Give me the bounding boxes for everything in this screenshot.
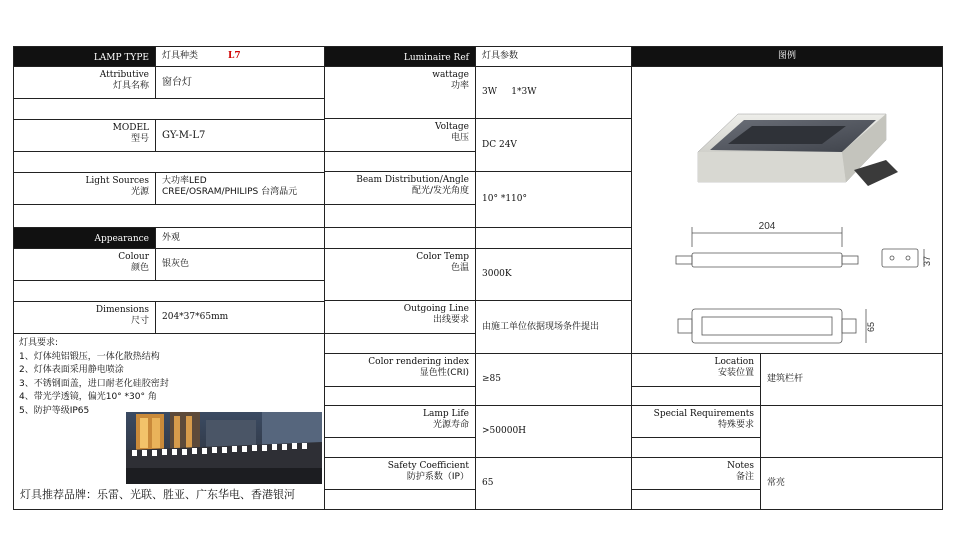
spacer-cell — [324, 204, 476, 228]
requirement-item: 2、灯体表面采用静电喷涂 — [19, 365, 124, 375]
special-req-label: Special Requirements 特殊要求 — [631, 405, 761, 438]
spacer-row — [13, 98, 325, 120]
figure-header: 图例 — [631, 46, 943, 67]
voltage-label: Voltage 电压 — [324, 118, 476, 152]
notes-label: Notes 备注 — [631, 457, 761, 490]
dimensions-value: 204*37*65mm — [155, 301, 325, 334]
attributive-label: Attributive 灯具名称 — [13, 66, 156, 99]
luminaire-ref-header: Luminaire Ref — [324, 46, 476, 67]
product-image — [686, 100, 902, 210]
dimension-drawing — [672, 217, 942, 351]
spacer-row — [13, 204, 325, 228]
light-sources-value: 大功率LED CREE/OSRAM/PHILIPS 台湾晶元 — [155, 172, 325, 205]
appearance-header: Appearance — [13, 227, 156, 249]
outgoing-line-value: 由施工单位依据现场条件提出 — [475, 300, 632, 354]
beam-label: Beam Distribution/Angle 配光/发光角度 — [324, 171, 476, 205]
lamp-type-value: 灯具种类 L7 — [155, 46, 325, 67]
requirements-title: 灯具要求: — [19, 338, 59, 348]
voltage-value: DC 24V — [475, 118, 632, 172]
spacer-cell — [631, 437, 761, 458]
spacer-cell — [631, 386, 761, 406]
lamp-params-header: 灯具参数 — [475, 46, 632, 67]
spacer-cell — [324, 227, 476, 249]
figure-area — [631, 66, 943, 354]
height-dimension: 37 — [922, 255, 932, 267]
spacer-cell — [475, 227, 632, 249]
model-value: GY-M-L7 — [155, 119, 325, 152]
spacer-row — [13, 280, 325, 302]
spacer-row — [13, 151, 325, 173]
width-dimension: 65 — [866, 321, 876, 333]
safety-label: Safety Coefficient 防护系数（IP） — [324, 457, 476, 490]
recommended-brands: 灯具推荐品牌：乐雷、光联、胜亚、广东华电、香港银河 — [20, 487, 295, 501]
color-temp-label: Color Temp 色温 — [324, 248, 476, 301]
requirement-item: 3、不锈钢面盖，进口耐老化硅胶密封 — [19, 378, 169, 389]
spacer-cell — [324, 333, 476, 354]
installation-photo — [126, 412, 322, 484]
beam-value: 10° *110° — [475, 171, 632, 228]
color-temp-value: 3000K — [475, 248, 632, 301]
appearance-value: 外观 — [155, 227, 325, 249]
spacer-cell — [324, 489, 476, 510]
requirement-item: 1、灯体纯铝锻压，一体化散热结构 — [19, 351, 160, 362]
length-dimension: 204 — [758, 221, 776, 232]
wattage-label: wattage 功率 — [324, 66, 476, 119]
dimensions-label: Dimensions 尺寸 — [13, 301, 156, 334]
spacer-cell — [324, 386, 476, 406]
colour-label: Colour 颜色 — [13, 248, 156, 281]
spacer-cell — [631, 489, 761, 510]
safety-value: 65 — [475, 457, 632, 510]
special-req-value — [760, 405, 943, 458]
light-sources-label: Light Sources 光源 — [13, 172, 156, 205]
model-label: MODEL 型号 — [13, 119, 156, 152]
spec-sheet — [13, 46, 943, 510]
outgoing-line-label: Outgoing Line 出线要求 — [324, 300, 476, 334]
location-label: Location 安装位置 — [631, 353, 761, 387]
lamp-life-label: Lamp Life 光源寿命 — [324, 405, 476, 438]
lamp-type-header: LAMP TYPE — [13, 46, 156, 67]
notes-value: 常亮 — [760, 457, 943, 510]
attributive-value: 窗台灯 — [155, 66, 325, 99]
colour-value: 银灰色 — [155, 248, 325, 281]
lamp-code: L7 — [228, 51, 241, 61]
requirements-block — [13, 333, 325, 510]
requirement-item: 5、防护等级IP65 — [19, 405, 90, 416]
spacer-cell — [324, 437, 476, 458]
requirement-item: 4、带光学透镜，偏光10° *30° 角 — [19, 392, 157, 402]
wattage-value: 3W 1*3W — [475, 66, 632, 119]
cri-value: ≥85 — [475, 353, 632, 406]
cri-label: Color rendering index 显色性(CRI) — [324, 353, 476, 387]
location-value: 建筑栏杆 — [760, 353, 943, 406]
lamp-life-value: >50000H — [475, 405, 632, 458]
spacer-cell — [324, 151, 476, 172]
